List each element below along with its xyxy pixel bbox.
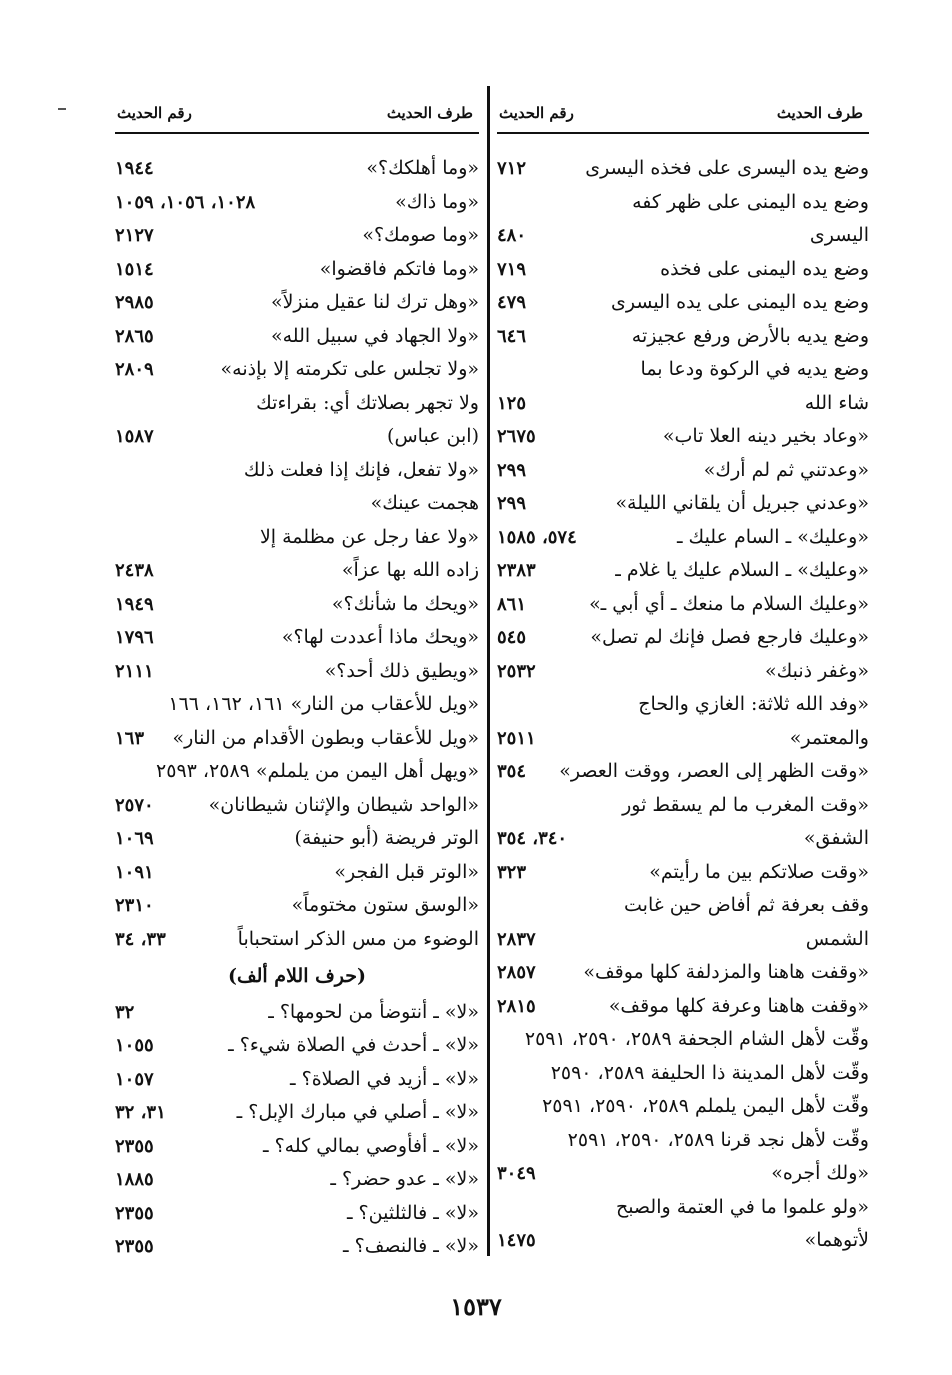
hadith-term: «وما فاتكم فاقضوا» bbox=[319, 257, 479, 280]
index-entry-line bbox=[115, 286, 479, 320]
hadith-term: اليسرى bbox=[809, 224, 869, 246]
column-divider bbox=[487, 86, 490, 1256]
hadith-term: «وقفت هاهنا وعرفة كلها موقف» bbox=[608, 994, 869, 1017]
hadith-term: «وعليك» ـ السلام عليك يا غلام ـ bbox=[615, 559, 869, 581]
hadith-number: ٧١٩ bbox=[497, 258, 527, 280]
index-entry-line bbox=[497, 1157, 869, 1191]
hadith-term: «وقت المغرب ما لم يسقط ثور bbox=[622, 793, 869, 816]
entries-left bbox=[115, 152, 479, 1264]
hadith-term: وقّت لأهل اليمن يلملم ٢٥٨٩، ٢٥٩٠، ٢٥٩١ bbox=[542, 1095, 869, 1117]
hadith-number: ١٧٩٦ bbox=[115, 627, 154, 648]
index-entry-line bbox=[497, 353, 869, 387]
index-entry-line bbox=[497, 152, 869, 186]
hadith-number: ١٨٨٥ bbox=[115, 1169, 154, 1190]
hadith-number: ٢٦٧٥ bbox=[497, 426, 536, 447]
hadith-number: ٦٤٦ bbox=[497, 325, 527, 347]
index-entry-line bbox=[497, 1191, 869, 1225]
index-entry-line bbox=[115, 889, 479, 923]
hadith-term: «لا» ـ أحدث في الصلاة شيء؟ ـ bbox=[228, 1034, 479, 1056]
section-heading-text: (حرف اللام ألف) bbox=[227, 965, 367, 987]
hadith-term: وضع يديه بالأرض ورفع عجيزته bbox=[631, 324, 869, 347]
hadith-term: «وهل ترك لنا عقيل منزلاً» bbox=[270, 291, 479, 313]
hadith-term: زاده الله بها عزاً» bbox=[341, 559, 479, 581]
index-entry-line bbox=[497, 889, 869, 923]
hadith-term: «لا» ـ أزيد في الصلاة؟ ـ bbox=[290, 1067, 479, 1090]
hadith-number: ٢٣٥٥ bbox=[115, 1202, 154, 1224]
hadith-term: «ولا الجهاد في سبيل الله» bbox=[271, 324, 479, 347]
index-entry-line bbox=[115, 1029, 479, 1063]
hadith-term: «لا» ـ عدو حضر؟ ـ bbox=[330, 1168, 479, 1190]
hadith-term: «ولا عفا رجل عن مظلمة إلا bbox=[259, 525, 479, 548]
header-number: رقم الحديث bbox=[499, 104, 574, 122]
hadith-number: ٢١٢٧ bbox=[115, 225, 154, 246]
hadith-number: ٢٨٣٧ bbox=[497, 928, 536, 950]
hadith-term: «وعاد بخير دينه العلا تاب» bbox=[662, 425, 869, 447]
hadith-number: ١٢٥ bbox=[497, 392, 527, 414]
hadith-term: «وغفر ذنبك» bbox=[765, 659, 869, 682]
hadith-number: ٢٣٥٥ bbox=[115, 1135, 154, 1157]
hadith-number: ٢٨٠٩ bbox=[115, 359, 154, 380]
page-number: ١٥٣٧ bbox=[450, 1292, 502, 1321]
index-entry-line bbox=[115, 822, 479, 856]
column-header bbox=[115, 96, 479, 134]
hadith-term: «وقت الظهر إلى العصر، ووقت العصر» bbox=[559, 760, 869, 782]
hadith-term: «وعليك السلام ما منعك ـ أي أبي ـ» bbox=[589, 592, 869, 615]
index-entry-line bbox=[497, 1090, 869, 1124]
index-entry-line bbox=[115, 387, 479, 421]
index-entry-line bbox=[115, 152, 479, 186]
hadith-number: ٢٨٦٥ bbox=[115, 325, 154, 347]
hadith-number: ٢١١١ bbox=[115, 660, 154, 682]
index-entry-line bbox=[115, 521, 479, 555]
hadith-term: وضع يده اليمنى على فخذه bbox=[660, 257, 869, 280]
index-entry-line bbox=[497, 1057, 869, 1091]
index-entry-line bbox=[497, 755, 869, 789]
hadith-term: الشفق» bbox=[803, 827, 869, 849]
index-entry-line bbox=[497, 387, 869, 421]
hadith-number: ١٠٩١ bbox=[115, 861, 154, 883]
hadith-term: وضع يده اليسرى على فخذه اليسرى bbox=[585, 157, 869, 179]
index-entry-line bbox=[115, 320, 479, 354]
hadith-term: شاء الله bbox=[804, 391, 869, 414]
hadith-term: وقّت لأهل الشام الجحفة ٢٥٨٩، ٢٥٩٠، ٢٥٩١ bbox=[524, 1028, 869, 1050]
index-entry-line bbox=[497, 588, 869, 622]
hadith-number: ٣٢ bbox=[115, 1001, 135, 1023]
right-column bbox=[497, 96, 869, 1266]
hadith-term: «ولا تفعل، فإنك إذا فعلت ذلك bbox=[243, 458, 479, 481]
hadith-term: «لا» ـ أصلي في مبارك الإبل؟ ـ bbox=[236, 1101, 479, 1123]
index-entry-line bbox=[115, 1063, 479, 1097]
hadith-term: «وما ذاك» bbox=[395, 190, 479, 213]
hadith-number: ١٠٥٧ bbox=[115, 1068, 154, 1090]
left-column bbox=[115, 96, 479, 1266]
hadith-number: ٥٧٤، ١٥٨٥ bbox=[497, 526, 577, 548]
hadith-term: «وفد الله ثلاثة: الغازي والحاج bbox=[638, 693, 869, 715]
index-entry-line bbox=[115, 219, 479, 253]
index-entry-line bbox=[497, 521, 869, 555]
hadith-number: ٢٣٨٣ bbox=[497, 560, 536, 581]
hadith-term: والمعتمر» bbox=[789, 726, 869, 749]
index-entry-line bbox=[497, 722, 869, 756]
hadith-number: ٣٢٣ bbox=[497, 861, 527, 883]
index-entry-line bbox=[115, 1130, 479, 1164]
hadith-number: ٢٨١٥ bbox=[497, 995, 536, 1017]
index-entry-line bbox=[497, 621, 869, 655]
hadith-term: «ويل للأعقاب وبطون الأقدام من النار» bbox=[172, 726, 479, 749]
index-entry-line bbox=[497, 990, 869, 1024]
hadith-number: ١٤٧٥ bbox=[497, 1230, 536, 1251]
hadith-number: ٧١٢ bbox=[497, 158, 527, 179]
index-entry-line bbox=[497, 286, 869, 320]
index-entry-line bbox=[115, 454, 479, 488]
index-entry-line bbox=[115, 1163, 479, 1197]
index-entry-line bbox=[115, 353, 479, 387]
index-entry-line bbox=[115, 789, 479, 823]
hadith-number: ٣٥٤ bbox=[497, 761, 527, 782]
hadith-term: وضع يده اليمنى على ظهر كفه bbox=[632, 190, 869, 213]
index-entry-line bbox=[115, 420, 479, 454]
hadith-term: «ولك أجره» bbox=[771, 1162, 869, 1184]
index-entry-line bbox=[497, 655, 869, 689]
index-entry-line bbox=[497, 688, 869, 722]
index-entry-line bbox=[115, 856, 479, 890]
hadith-number: ١٥١٤ bbox=[115, 258, 154, 280]
hadith-term: وقف بعرفة ثم أفاض حين غابت bbox=[624, 894, 869, 916]
hadith-term: «ويهل أهل اليمن من يلملم» ٢٥٨٩، ٢٥٩٣ bbox=[156, 760, 479, 782]
hadith-number: ٨٦١ bbox=[497, 593, 527, 615]
hadith-number: ١٩٤٤ bbox=[115, 158, 154, 179]
hadith-term: «ولو علموا ما في العتمة والصبح bbox=[615, 1195, 869, 1218]
hadith-number: ١٠٦٩ bbox=[115, 828, 154, 849]
header-number: رقم الحديث bbox=[117, 104, 192, 122]
index-entry-line bbox=[497, 253, 869, 287]
header-term: طرف الحديث bbox=[776, 104, 863, 122]
index-entry-line bbox=[497, 554, 869, 588]
hadith-term: «ولا تجلس على تكرمته إلا بإذنه» bbox=[220, 358, 479, 380]
hadith-term: «وعليك فارجع فصل فإنك لم تصل» bbox=[590, 626, 869, 648]
hadith-term: الشمس bbox=[805, 927, 869, 950]
hadith-term: وضع يديه في الركوة ودعا بما bbox=[640, 358, 869, 380]
hadith-number: ٢٩٩ bbox=[497, 459, 527, 481]
index-entry-line bbox=[497, 219, 869, 253]
hadith-term: الوضوء من مس الذكر استحباباً bbox=[237, 927, 479, 950]
hadith-term: «وعدتني ثم لم أرك» bbox=[703, 458, 869, 481]
index-entry-line bbox=[497, 1224, 869, 1258]
index-entry-line bbox=[115, 722, 479, 756]
index-entry-line bbox=[115, 755, 479, 789]
column-header bbox=[497, 96, 869, 134]
index-entry-line bbox=[115, 688, 479, 722]
hadith-number: ٣١، ٣٢ bbox=[115, 1102, 166, 1123]
hadith-number: ١٠٢٨، ١٠٥٦، ١٠٥٩ bbox=[115, 191, 256, 213]
header-term: طرف الحديث bbox=[386, 104, 473, 122]
hadith-term: «وما صومك؟» bbox=[362, 224, 479, 246]
hadith-number: ٢٩٨٥ bbox=[115, 292, 154, 313]
entries-right bbox=[497, 152, 869, 1258]
hadith-number: ٢٣١٠ bbox=[115, 895, 154, 916]
hadith-term: «لا» ـ فالنصف؟ ـ bbox=[343, 1235, 479, 1257]
index-entry-line bbox=[115, 253, 479, 287]
section-heading bbox=[115, 960, 479, 994]
index-entry-line bbox=[497, 186, 869, 220]
hadith-term: «وما أهلكك؟» bbox=[366, 157, 479, 179]
hadith-number: ٢٥٧٠ bbox=[115, 794, 154, 816]
hadith-term: «الواحد شيطان والإثنان شيطانان» bbox=[208, 793, 479, 816]
hadith-term: «وعليك» ـ السام عليك ـ bbox=[676, 525, 869, 548]
index-entry-line bbox=[115, 588, 479, 622]
hadith-number: ٢٤٣٨ bbox=[115, 560, 154, 581]
index-entry-line bbox=[497, 1023, 869, 1057]
index-entry-line bbox=[115, 1197, 479, 1231]
index-entry-line bbox=[497, 856, 869, 890]
hadith-term: الوتر فريضة (أبو حنيفة) bbox=[294, 827, 479, 849]
index-entry-line bbox=[497, 789, 869, 823]
index-entry-line bbox=[497, 923, 869, 957]
index-entry-line bbox=[115, 554, 479, 588]
index-entry-line bbox=[497, 956, 869, 990]
hadith-term: «ويحك ما شأنك؟» bbox=[331, 592, 479, 615]
index-entry-line bbox=[497, 487, 869, 521]
hadith-number: ٢٥٣٢ bbox=[497, 660, 536, 682]
hadith-number: ١٦٣ bbox=[115, 727, 145, 749]
index-entry-line bbox=[115, 655, 479, 689]
hadith-term: «لا» ـ أنتوضأ من لحومها؟ ـ bbox=[268, 1000, 479, 1023]
index-entry-line bbox=[497, 822, 869, 856]
index-entry-line bbox=[497, 454, 869, 488]
hadith-term: «وقفت هاهنا والمزدلفة كلها موقف» bbox=[583, 961, 869, 983]
index-entry-line bbox=[115, 621, 479, 655]
hadith-term: هجمت عينك» bbox=[370, 492, 479, 514]
hadith-term: «الوسق ستون مختوماً» bbox=[291, 894, 479, 916]
hadith-term: وضع يده اليمنى على يده اليسرى bbox=[611, 291, 869, 313]
hadith-term: لأتوهما» bbox=[804, 1229, 869, 1251]
index-entry-line bbox=[497, 1124, 869, 1158]
hadith-number: ٣٤٠، ٣٥٤ bbox=[497, 828, 568, 849]
hadith-term: وقّت لأهل المدينة ذا الحليفة ٢٥٨٩، ٢٥٩٠ bbox=[550, 1061, 869, 1084]
index-entry-line bbox=[497, 420, 869, 454]
scan-mark bbox=[58, 108, 66, 110]
index-entry-line bbox=[115, 487, 479, 521]
hadith-term: «وعدني جبريل أن يلقاني الليلة» bbox=[615, 492, 869, 514]
index-entry-line bbox=[115, 1096, 479, 1130]
index-entry-line bbox=[115, 1230, 479, 1264]
hadith-number: ٣٠٤٩ bbox=[497, 1163, 536, 1184]
hadith-term: «ويل للأعقاب من النار» ١٦١، ١٦٢، ١٦٦ bbox=[168, 693, 479, 715]
hadith-term: ولا تجهر بصلاتك أي: بقراءتك bbox=[256, 391, 479, 414]
hadith-number: ٤٨٠ bbox=[497, 225, 527, 246]
hadith-number: ٤٧٩ bbox=[497, 292, 527, 313]
hadith-term: «ويحك ماذا أعددت لها؟» bbox=[281, 626, 479, 648]
hadith-number: ١٠٥٥ bbox=[115, 1035, 154, 1056]
index-entry-line bbox=[115, 923, 479, 957]
index-entry-line bbox=[115, 186, 479, 220]
hadith-term: (ابن عباس) bbox=[387, 425, 479, 447]
hadith-number: ١٥٨٧ bbox=[115, 426, 154, 447]
index-entry-line bbox=[497, 320, 869, 354]
hadith-term: وقّت لأهل نجد قرنا ٢٥٨٩، ٢٥٩٠، ٢٥٩١ bbox=[567, 1128, 869, 1151]
index-entry-line bbox=[115, 996, 479, 1030]
hadith-term: «وقت صلاتكم بين ما رأيتم» bbox=[649, 860, 869, 883]
hadith-number: ٢٩٩ bbox=[497, 493, 527, 514]
hadith-number: ٥٤٥ bbox=[497, 627, 527, 648]
hadith-term: «الوتر قبل الفجر» bbox=[334, 860, 479, 883]
hadith-number: ٣٣، ٣٤ bbox=[115, 928, 166, 950]
hadith-number: ١٩٤٩ bbox=[115, 593, 154, 615]
hadith-term: «لا» ـ فالثلثين؟ ـ bbox=[346, 1201, 479, 1224]
hadith-term: «ويطيق ذلك أحد؟» bbox=[324, 659, 479, 682]
hadith-number: ٢٥١١ bbox=[497, 727, 536, 749]
hadith-number: ٢٨٥٧ bbox=[497, 962, 536, 983]
hadith-term: «لا» ـ أفأوصي بمالي كله؟ ـ bbox=[262, 1134, 479, 1157]
hadith-number: ٢٣٥٥ bbox=[115, 1236, 154, 1257]
